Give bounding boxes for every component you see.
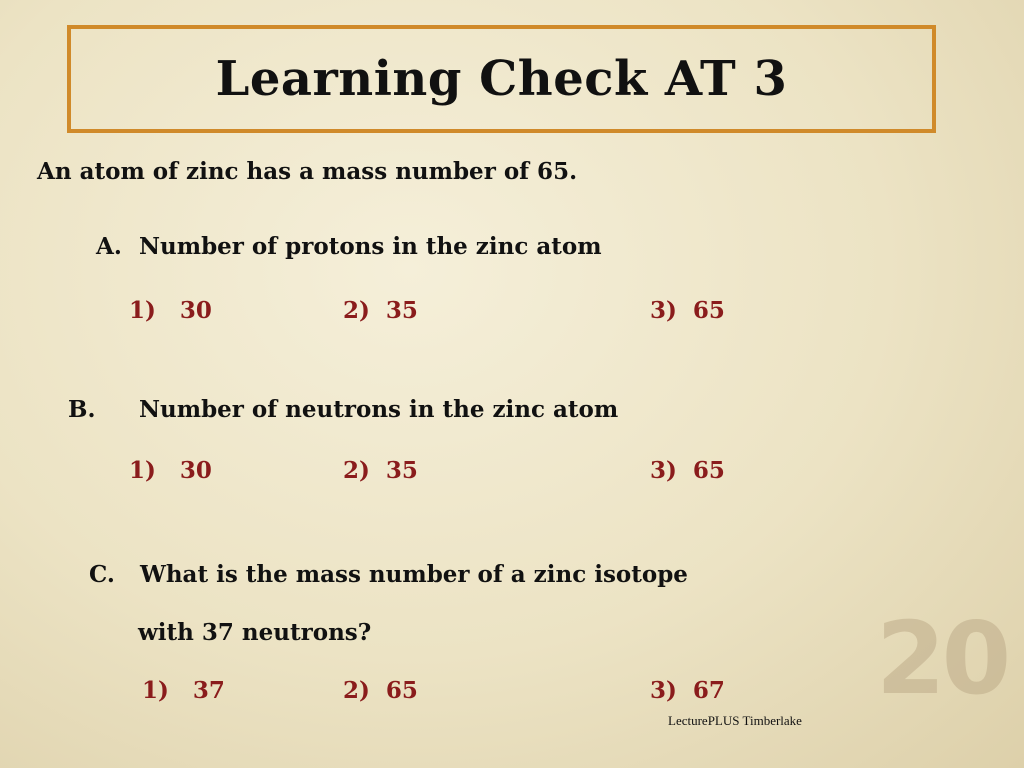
question-c-option-2: 2) 65 — [343, 677, 418, 704]
question-c-text-line-2: with 37 neutrons? — [138, 619, 372, 646]
question-b-option-1: 1) 30 — [129, 457, 212, 484]
question-a-option-3: 3) 65 — [650, 297, 725, 324]
question-a-option-1: 1) 30 — [129, 297, 212, 324]
title-box — [67, 25, 936, 133]
intro-text: An atom of zinc has a mass number of 65. — [37, 158, 578, 185]
slide-title: Learning Check AT 3 — [215, 51, 788, 107]
question-b-option-2: 2) 35 — [343, 457, 418, 484]
question-c-text-line-1: What is the mass number of a zinc isotope — [140, 561, 688, 588]
question-a-letter: A. — [96, 233, 122, 260]
question-c-option-1: 1) 37 — [142, 677, 225, 704]
question-a-option-2: 2) 35 — [343, 297, 418, 324]
slide-number: 20 — [876, 600, 1008, 717]
question-c-letter: C. — [89, 561, 115, 588]
question-b-text: Number of neutrons in the zinc atom — [139, 396, 619, 423]
question-b-letter: B. — [68, 396, 96, 423]
question-b-option-3: 3) 65 — [650, 457, 725, 484]
question-a-text: Number of protons in the zinc atom — [139, 233, 602, 260]
question-c-option-3: 3) 67 — [650, 677, 725, 704]
footer-credit: LecturePLUS Timberlake — [668, 713, 802, 728]
